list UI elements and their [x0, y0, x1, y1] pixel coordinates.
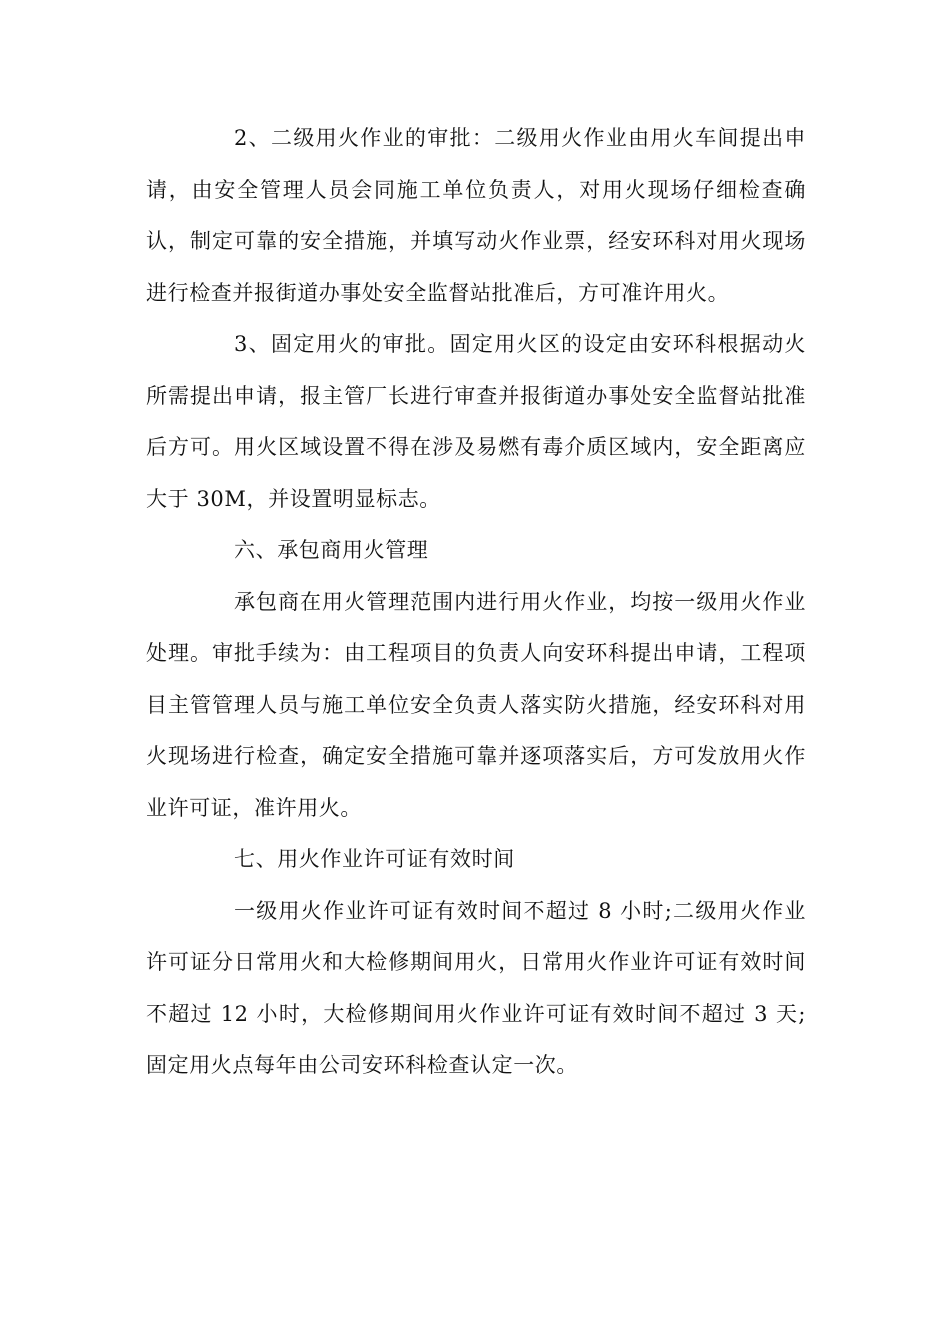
paragraph-contractor-fire-management: 承包商在用火管理范围内进行用火作业，均按一级用火作业处理。审批手续为：由工程项目的负责人向安环科提出申请，工程项目主管管理人员与施工单位安全负责人落实防火措施，经安环科对用火现场进行检查，确定安全措施可靠并逐项落实后，方可发放用火作业许可证，准许用火。 [146, 589, 806, 820]
section-heading-contractor-fire-management: 六、承包商用火管理 [234, 538, 429, 562]
paragraph-fixed-fire-approval: 3、固定用火的审批。固定用火区的设定由安环科根据动火所需提出申请，报主管厂长进行审查并报街道办事处安全监督站批准后方可。用火区域设置不得在涉及易燃有毒介质区域内，安全距离应大于 30M，并设置明显标志。 [146, 332, 806, 511]
paragraph-permit-validity: 一级用火作业许可证有效时间不超过 8 小时;二级用火作业许可证分日常用火和大检修期间用火，日常用火作业许可证有效时间不超过 12 小时，大检修期间用火作业许可证有效时间不超过 3 天;固定用火点每年由公司安环科检查认定一次。 [146, 898, 806, 1077]
paragraph-secondary-fire-approval: 2、二级用火作业的审批：二级用火作业由用火车间提出申请，由安全管理人员会同施工单位负责人，对用火现场仔细检查确认，制定可靠的安全措施，并填写动火作业票，经安环科对用火现场进行检查并报街道办事处安全监督站批准后，方可准许用火。 [146, 126, 806, 305]
document-body [146, 113, 806, 1092]
section-heading-permit-validity: 七、用火作业许可证有效时间 [234, 847, 515, 871]
